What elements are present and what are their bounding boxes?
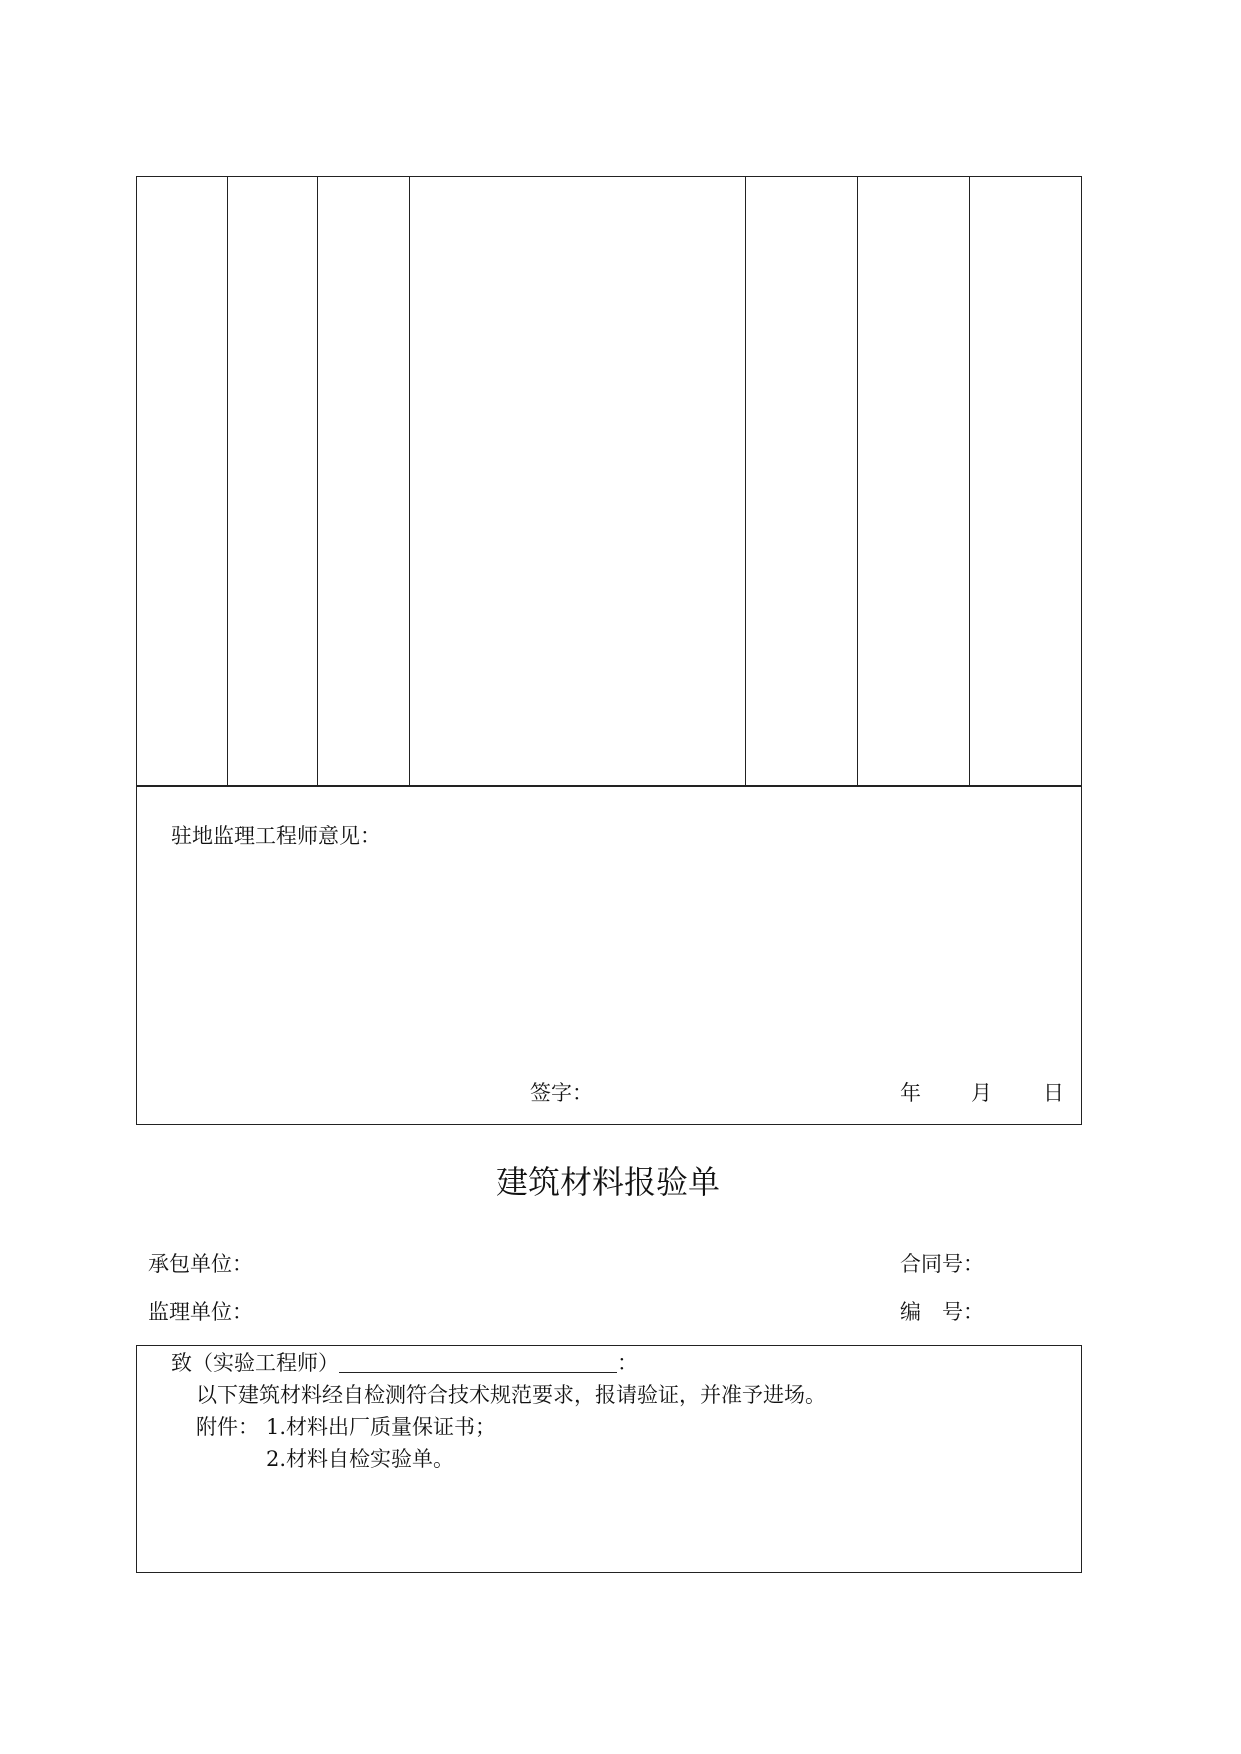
engineer-opinion-label: 驻地监理工程师意见： (171, 824, 381, 848)
table-column-divider (317, 176, 318, 787)
table-column-divider (969, 176, 970, 787)
contract-no-label: 合同号： (900, 1252, 984, 1276)
addressee-suffix: ： (617, 1351, 638, 1375)
serial-no-label: 编 号： (900, 1300, 984, 1324)
table-column-divider (857, 176, 858, 787)
table-column-divider (227, 176, 228, 787)
supervisor-label: 监理单位： (148, 1300, 253, 1324)
table-column-divider (745, 176, 746, 787)
addressee-prefix: 致（实验工程师） (171, 1351, 339, 1375)
page-title: 建筑材料报验单 (496, 1163, 721, 1201)
table-column-divider (409, 176, 410, 787)
attachments-label: 附件： (196, 1415, 259, 1439)
addressee-line (171, 1352, 638, 1374)
date-month: 月 (971, 1081, 992, 1105)
contractor-label: 承包单位： (148, 1252, 253, 1276)
request-body-text: 以下建筑材料经自检测符合技术规范要求，报请验证，并准予进场。 (196, 1383, 826, 1407)
attachment-item-2: 2.材料自检实验单。 (266, 1447, 455, 1471)
attachment-item-1: 1.材料出厂质量保证书； (266, 1415, 497, 1439)
date-day: 日 (1043, 1081, 1064, 1105)
addressee-blank-line (339, 1352, 617, 1373)
signature-label: 签字： (530, 1081, 593, 1105)
date-year: 年 (900, 1081, 921, 1105)
material-table (136, 176, 1082, 787)
